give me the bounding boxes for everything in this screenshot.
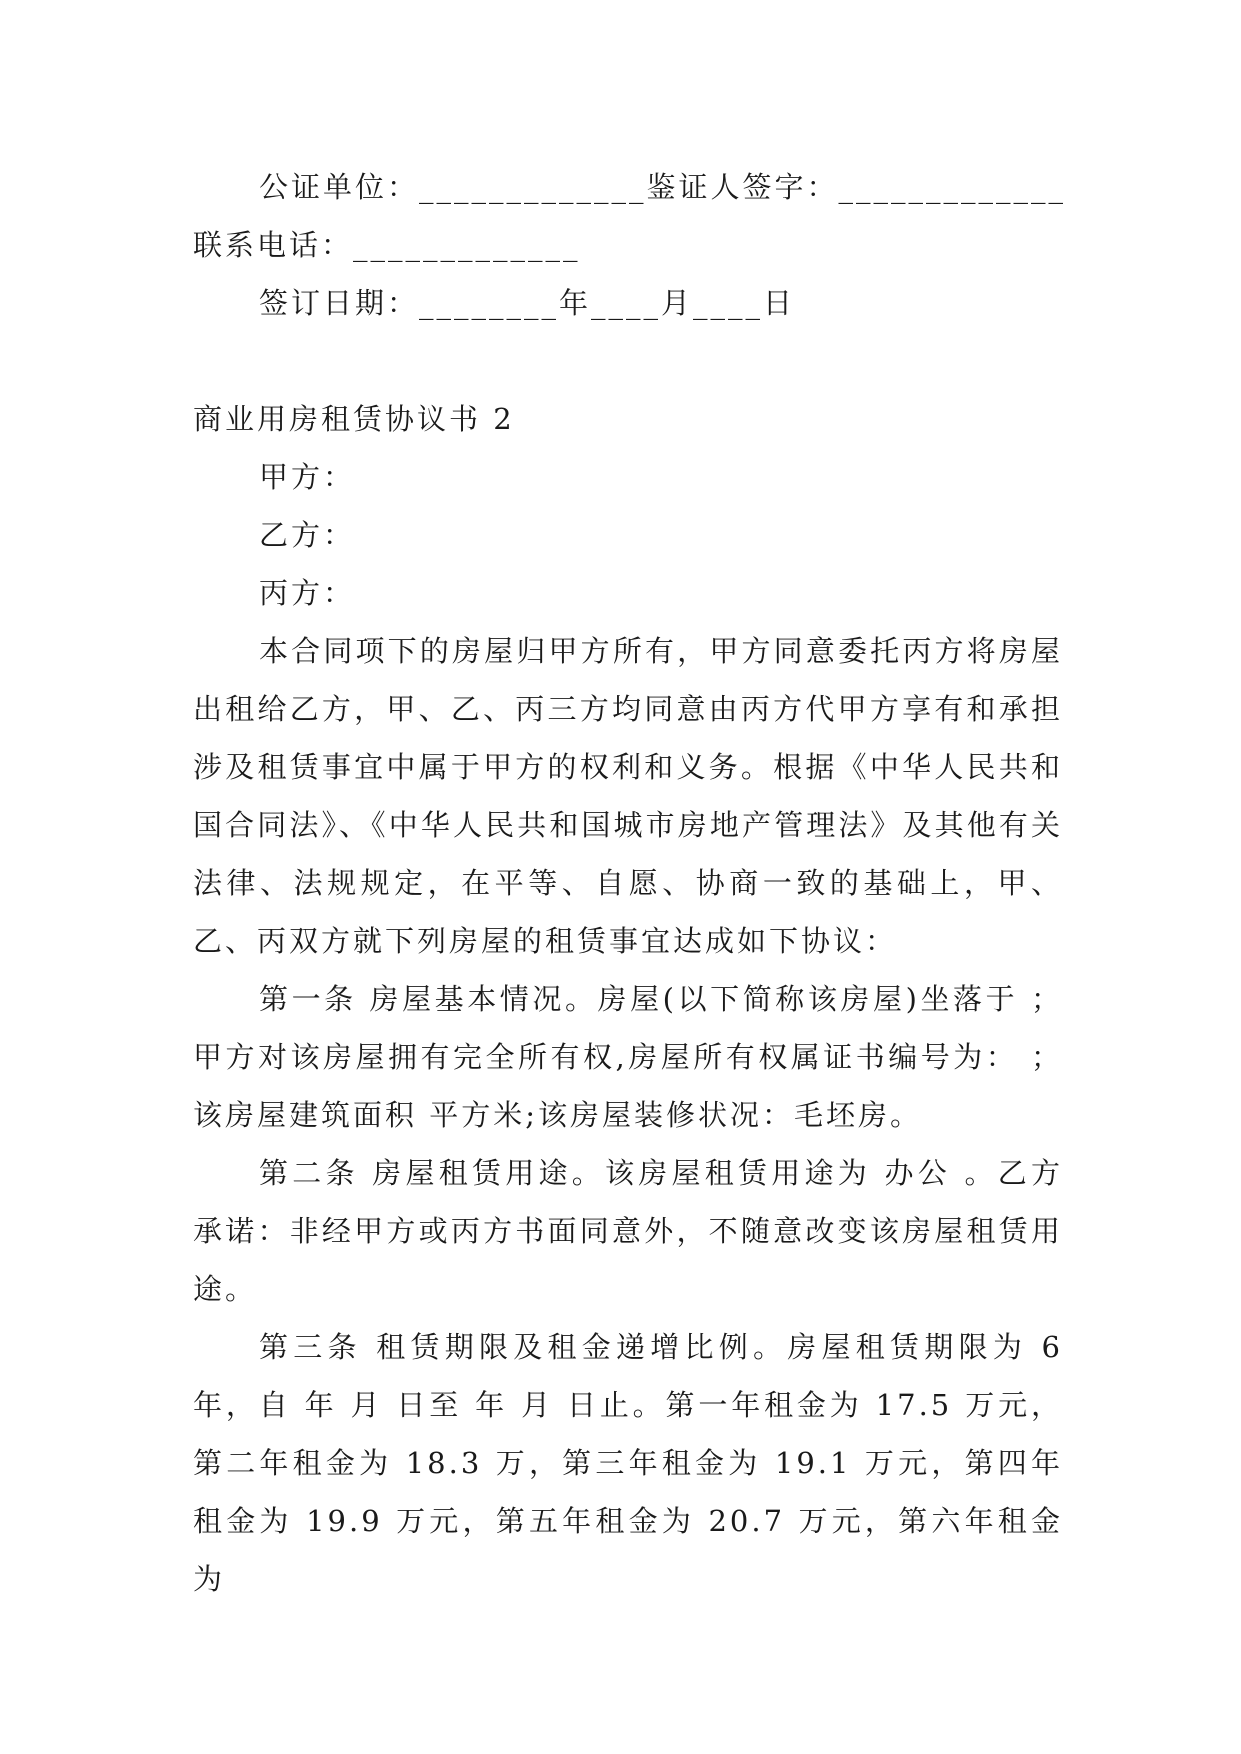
document-body xyxy=(193,158,1067,1608)
party-b-line: 乙方： xyxy=(259,518,356,552)
contact-phone-line: 联系电话：_____________ xyxy=(193,228,581,262)
article-1-paragraph: 第一条 房屋基本情况。房屋(以下简称该房屋)坐落于 ；甲方对该房屋拥有完全所有权,房屋所有权属证书编号为： ；该房屋建筑面积 平方米;该房屋装修状况：毛坯房。 xyxy=(193,982,1063,1132)
agreement-title: 商业用房租赁协议书 2 xyxy=(193,402,515,436)
notary-unit-line: 公证单位：_____________鉴证人签字：_____________ xyxy=(259,170,1067,204)
party-a-line: 甲方： xyxy=(259,460,356,494)
article-3-paragraph: 第三条 租赁期限及租金递增比例。房屋租赁期限为 6 年，自 年 月 日至 年 月 日止。第一年租金为 17.5 万元，第二年租金为 18.3 万，第三年租金为 19.1 万元，第四年租金为 19.9 万元，第五年租金为 20.7 万元，第六年租金为 xyxy=(193,1330,1063,1596)
party-c-line: 丙方： xyxy=(259,576,356,610)
article-2-paragraph: 第二条 房屋租赁用途。该房屋租赁用途为 办公 。乙方承诺：非经甲方或丙方书面同意外，不随意改变该房屋租赁用途。 xyxy=(193,1156,1063,1306)
preamble-paragraph: 本合同项下的房屋归甲方所有，甲方同意委托丙方将房屋出租给乙方，甲、乙、丙三方均同意由丙方代甲方享有和承担涉及租赁事宜中属于甲方的权利和义务。根据《中华人民共和国合同法》、《中华人民共和国城市房地产管理法》及其他有关法律、法规规定，在平等、自愿、协商一致的基础上，甲、乙、丙双方就下列房屋的租赁事宜达成如下协议： xyxy=(193,634,1063,958)
sign-date-line: 签订日期：________年____月____日 xyxy=(259,286,796,320)
